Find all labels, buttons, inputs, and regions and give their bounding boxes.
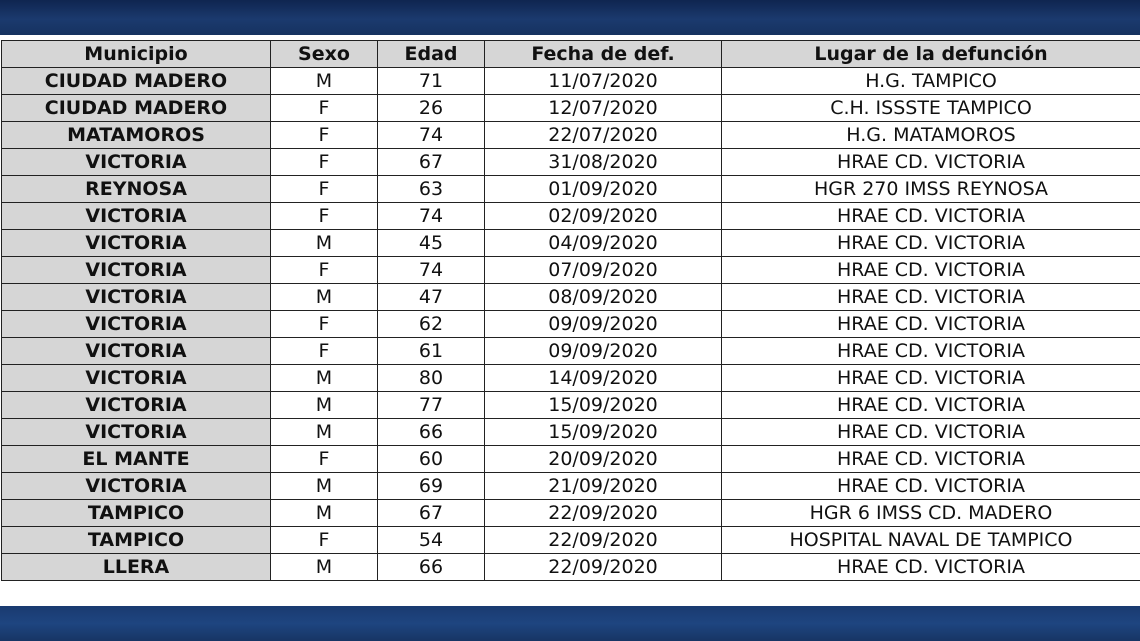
- table-header-row: [2, 41, 1140, 68]
- cell-fecha: 22/07/2020: [485, 122, 722, 149]
- cell-edad: 80: [378, 365, 485, 392]
- table-row: [2, 446, 1140, 473]
- cell-fecha: 01/09/2020: [485, 176, 722, 203]
- cell-edad: 26: [378, 95, 485, 122]
- cell-sexo: M: [271, 473, 378, 500]
- cell-sexo: F: [271, 149, 378, 176]
- table-row: [2, 392, 1140, 419]
- cell-edad: 71: [378, 68, 485, 95]
- cell-sexo: F: [271, 203, 378, 230]
- cell-lugar: HRAE CD. VICTORIA: [722, 392, 1140, 419]
- cell-municipio: TAMPICO: [2, 527, 271, 554]
- cell-sexo: M: [271, 68, 378, 95]
- cell-municipio: VICTORIA: [2, 149, 271, 176]
- cell-edad: 60: [378, 446, 485, 473]
- table-row: [2, 554, 1140, 581]
- cell-edad: 74: [378, 257, 485, 284]
- cell-municipio: VICTORIA: [2, 338, 271, 365]
- cell-municipio: LLERA: [2, 554, 271, 581]
- table-row: [2, 230, 1140, 257]
- cell-fecha: 22/09/2020: [485, 554, 722, 581]
- table-row: [2, 419, 1140, 446]
- cell-municipio: VICTORIA: [2, 473, 271, 500]
- table-row: [2, 122, 1140, 149]
- cell-edad: 77: [378, 392, 485, 419]
- table-row: [2, 176, 1140, 203]
- cell-municipio: VICTORIA: [2, 392, 271, 419]
- table-row: [2, 311, 1140, 338]
- cell-sexo: M: [271, 365, 378, 392]
- header-fecha: Fecha de def.: [485, 41, 722, 68]
- cell-edad: 66: [378, 419, 485, 446]
- cell-municipio: MATAMOROS: [2, 122, 271, 149]
- cell-fecha: 31/08/2020: [485, 149, 722, 176]
- cell-edad: 69: [378, 473, 485, 500]
- cell-edad: 67: [378, 149, 485, 176]
- cell-edad: 67: [378, 500, 485, 527]
- cell-municipio: VICTORIA: [2, 230, 271, 257]
- cell-lugar: HRAE CD. VICTORIA: [722, 149, 1140, 176]
- cell-lugar: HRAE CD. VICTORIA: [722, 473, 1140, 500]
- header-sexo: Sexo: [271, 41, 378, 68]
- cell-edad: 66: [378, 554, 485, 581]
- cell-sexo: M: [271, 554, 378, 581]
- cell-sexo: M: [271, 284, 378, 311]
- table-row: [2, 527, 1140, 554]
- cell-edad: 63: [378, 176, 485, 203]
- cell-sexo: M: [271, 500, 378, 527]
- cell-fecha: 11/07/2020: [485, 68, 722, 95]
- cell-lugar: HRAE CD. VICTORIA: [722, 338, 1140, 365]
- table-panel: [0, 35, 1140, 606]
- top-banner: [0, 0, 1140, 35]
- cell-sexo: F: [271, 446, 378, 473]
- cell-lugar: HRAE CD. VICTORIA: [722, 230, 1140, 257]
- cell-edad: 45: [378, 230, 485, 257]
- table-row: [2, 149, 1140, 176]
- cell-sexo: F: [271, 122, 378, 149]
- cell-sexo: M: [271, 392, 378, 419]
- cell-edad: 74: [378, 122, 485, 149]
- bottom-banner: [0, 606, 1140, 641]
- table-row: [2, 95, 1140, 122]
- cell-sexo: F: [271, 338, 378, 365]
- cell-lugar: HGR 6 IMSS CD. MADERO: [722, 500, 1140, 527]
- cell-fecha: 22/09/2020: [485, 500, 722, 527]
- cell-fecha: 20/09/2020: [485, 446, 722, 473]
- header-municipio: Municipio: [2, 41, 271, 68]
- cell-fecha: 02/09/2020: [485, 203, 722, 230]
- cell-municipio: VICTORIA: [2, 419, 271, 446]
- table-row: [2, 338, 1140, 365]
- cell-municipio: VICTORIA: [2, 257, 271, 284]
- cell-municipio: CIUDAD MADERO: [2, 68, 271, 95]
- cell-sexo: F: [271, 527, 378, 554]
- table-row: [2, 203, 1140, 230]
- cell-sexo: M: [271, 419, 378, 446]
- table-row: [2, 68, 1140, 95]
- cell-fecha: 14/09/2020: [485, 365, 722, 392]
- cell-edad: 62: [378, 311, 485, 338]
- cell-lugar: HGR 270 IMSS REYNOSA: [722, 176, 1140, 203]
- cell-municipio: TAMPICO: [2, 500, 271, 527]
- cell-municipio: VICTORIA: [2, 311, 271, 338]
- cell-fecha: 08/09/2020: [485, 284, 722, 311]
- cell-sexo: F: [271, 176, 378, 203]
- cell-edad: 74: [378, 203, 485, 230]
- cell-sexo: F: [271, 95, 378, 122]
- cell-lugar: C.H. ISSSTE TAMPICO: [722, 95, 1140, 122]
- cell-edad: 47: [378, 284, 485, 311]
- cell-municipio: VICTORIA: [2, 284, 271, 311]
- cell-municipio: VICTORIA: [2, 203, 271, 230]
- table-row: [2, 500, 1140, 527]
- cell-edad: 61: [378, 338, 485, 365]
- cell-fecha: 21/09/2020: [485, 473, 722, 500]
- cell-municipio: CIUDAD MADERO: [2, 95, 271, 122]
- cell-lugar: H.G. MATAMOROS: [722, 122, 1140, 149]
- cell-fecha: 22/09/2020: [485, 527, 722, 554]
- cell-lugar: HRAE CD. VICTORIA: [722, 446, 1140, 473]
- deaths-table: [1, 40, 1140, 581]
- cell-edad: 54: [378, 527, 485, 554]
- table-row: [2, 257, 1140, 284]
- header-lugar: Lugar de la defunción: [722, 41, 1140, 68]
- cell-fecha: 07/09/2020: [485, 257, 722, 284]
- cell-fecha: 04/09/2020: [485, 230, 722, 257]
- cell-lugar: H.G. TAMPICO: [722, 68, 1140, 95]
- cell-lugar: HRAE CD. VICTORIA: [722, 419, 1140, 446]
- cell-sexo: F: [271, 311, 378, 338]
- cell-municipio: REYNOSA: [2, 176, 271, 203]
- cell-fecha: 15/09/2020: [485, 392, 722, 419]
- cell-fecha: 12/07/2020: [485, 95, 722, 122]
- cell-lugar: HRAE CD. VICTORIA: [722, 284, 1140, 311]
- cell-lugar: HRAE CD. VICTORIA: [722, 203, 1140, 230]
- cell-lugar: HRAE CD. VICTORIA: [722, 257, 1140, 284]
- cell-fecha: 09/09/2020: [485, 311, 722, 338]
- cell-lugar: HRAE CD. VICTORIA: [722, 554, 1140, 581]
- cell-fecha: 15/09/2020: [485, 419, 722, 446]
- cell-sexo: M: [271, 230, 378, 257]
- cell-sexo: F: [271, 257, 378, 284]
- cell-lugar: HOSPITAL NAVAL DE TAMPICO: [722, 527, 1140, 554]
- table-row: [2, 473, 1140, 500]
- cell-municipio: VICTORIA: [2, 365, 271, 392]
- cell-lugar: HRAE CD. VICTORIA: [722, 365, 1140, 392]
- table-row: [2, 284, 1140, 311]
- cell-municipio: EL MANTE: [2, 446, 271, 473]
- cell-fecha: 09/09/2020: [485, 338, 722, 365]
- header-edad: Edad: [378, 41, 485, 68]
- table-row: [2, 365, 1140, 392]
- cell-lugar: HRAE CD. VICTORIA: [722, 311, 1140, 338]
